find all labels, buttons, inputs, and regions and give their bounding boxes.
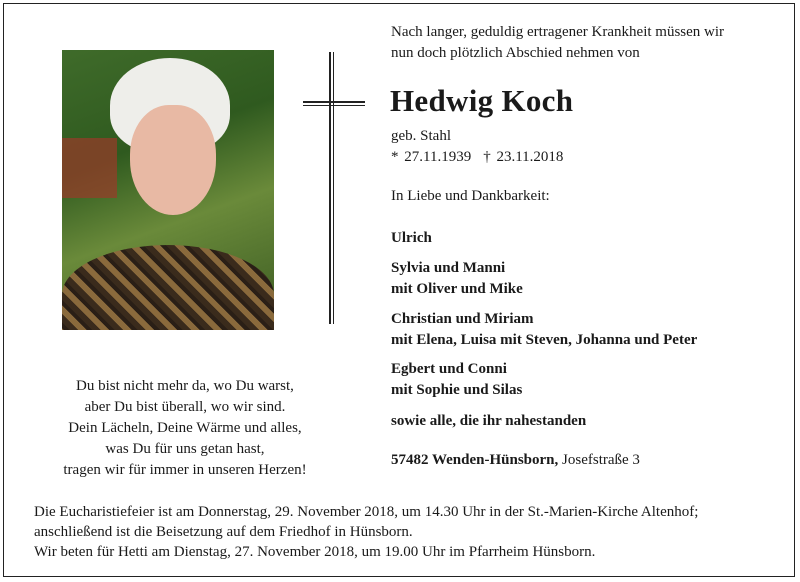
birth-name: geb. Stahl <box>391 128 451 144</box>
poem <box>20 376 350 481</box>
death-date: † 23.11.2018 <box>483 149 564 165</box>
poem-line: Du bist nicht mehr da, wo Du warst, <box>76 378 294 394</box>
address <box>391 452 640 469</box>
deceased-name: Hedwig Koch <box>390 83 574 118</box>
cross-vertical-bar-2 <box>333 52 334 324</box>
family-group <box>391 258 523 300</box>
intro-line: Nach langer, geduldig ertragener Krankheit müssen wir <box>391 24 725 40</box>
family-line: Egbert und Conni <box>391 361 507 377</box>
photo-background-wall <box>62 138 117 198</box>
family-line: mit Oliver und Mike <box>391 281 523 297</box>
service-line: Wir beten für Hetti am Dienstag, 27. November 2018, um 19.00 Uhr im Pfarrheim Hünsborn. <box>34 544 596 560</box>
intro-text <box>391 22 724 64</box>
thanks-line: In Liebe und Dankbarkeit: <box>391 188 550 204</box>
family-group <box>391 411 586 432</box>
service-line: Die Eucharistiefeier ist am Donnerstag, 29. November 2018, um 14.30 Uhr in der St.-Marien-Kirche Altenhof; <box>34 504 699 520</box>
poem-line: tragen wir für immer in unseren Herzen! <box>63 462 307 478</box>
poem-line: was Du für uns getan hast, <box>105 441 265 457</box>
life-dates <box>391 149 563 166</box>
family-group <box>391 359 522 401</box>
cross-horizontal-bar-2 <box>303 105 365 106</box>
family-group <box>391 309 697 351</box>
cross-vertical-bar <box>329 52 331 324</box>
service-line: anschließend ist die Beisetzung auf dem Friedhof in Hünsborn. <box>34 524 413 540</box>
intro-line: nun doch plötzlich Abschied nehmen von <box>391 45 640 61</box>
family-line: sowie alle, die ihr nahestanden <box>391 413 587 429</box>
address-street: Josefstraße 3 <box>562 452 640 468</box>
poem-line: aber Du bist überall, wo wir sind. <box>84 399 286 415</box>
family-line: Christian und Miriam <box>391 311 534 327</box>
service-info <box>34 502 774 562</box>
family-line: mit Sophie und Silas <box>391 382 523 398</box>
cross-horizontal-bar <box>303 101 365 103</box>
photo-face <box>130 105 216 215</box>
family-group <box>391 228 432 249</box>
address-place: 57482 Wenden-Hünsborn, <box>391 452 559 468</box>
birth-date: * 27.11.1939 <box>391 149 472 165</box>
portrait-photo <box>62 50 274 330</box>
family-line: mit Elena, Luisa mit Steven, Johanna und Peter <box>391 332 698 348</box>
poem-line: Dein Lächeln, Deine Wärme und alles, <box>68 420 302 436</box>
photo-blouse <box>62 245 274 330</box>
family-line: Sylvia und Manni <box>391 260 506 276</box>
family-line: Ulrich <box>391 230 432 246</box>
